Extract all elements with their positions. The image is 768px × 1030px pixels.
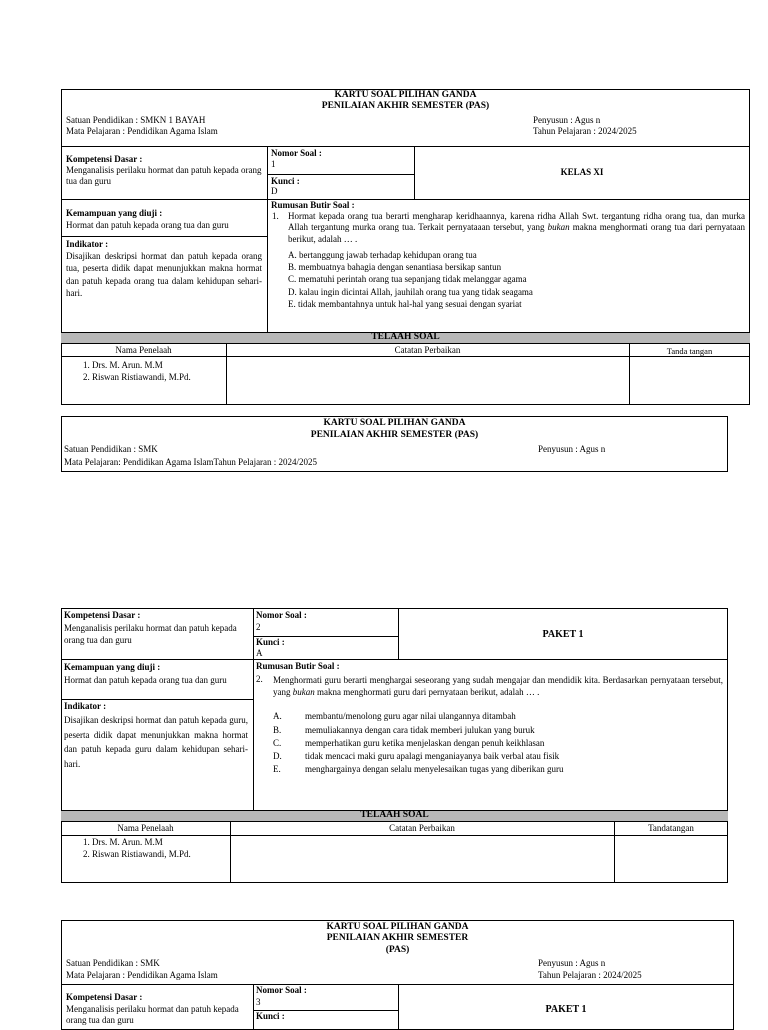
- option-b: B. membuatnya bahagia dengan senantiasa bersikap santun: [288, 262, 502, 272]
- class-label: KELAS XI: [560, 167, 604, 177]
- reviewer-header: Nama Penelaah: [115, 345, 172, 355]
- kd-text: Menganalisis perilaku hormat dan patuh kepada orang tua dan guru: [66, 1004, 239, 1025]
- kd-text: Menganalisis perilaku hormat dan patuh kepada orang tua dan guru: [64, 623, 237, 645]
- option-letter-d: D.: [273, 751, 282, 761]
- author-field: Penyusun : Agus n: [538, 444, 606, 454]
- reviewer-header: Nama Penelaah: [117, 823, 174, 833]
- school-field: Satuan Pendidikan : SMK: [64, 444, 158, 454]
- subject-field: Mata Pelajaran : Pendidikan Agama Islam: [66, 970, 218, 980]
- question-number: 2.: [256, 674, 263, 684]
- notes-header: Catatan Perbaikan: [389, 823, 455, 833]
- signature-header: Tanda tangan: [666, 346, 713, 356]
- option-text-c: memperhatikan guru ketika menjelaskan dengan penuh keikhlasan: [305, 738, 545, 748]
- question-emphasis: bukan: [292, 687, 315, 697]
- option-e: E. tidak membantahnya untuk hal-hal yang sesuai dengan syariat: [288, 299, 522, 309]
- author-field: Penyusun : Agus n: [533, 115, 601, 125]
- package-label: PAKET 1: [542, 629, 584, 640]
- kemampuan-text: Hormat dan patuh kepada orang tua dan guru: [64, 675, 227, 685]
- kemampuan-text: Hormat dan patuh kepada orang tua dan guru: [66, 220, 229, 230]
- telaah-title: TELAAH SOAL: [371, 332, 440, 342]
- subject-field: Mata Pelajaran : Pendidikan Agama Islam: [66, 126, 218, 136]
- telaah-title: TELAAH SOAL: [360, 810, 429, 820]
- option-letter-a: A.: [273, 711, 282, 721]
- option-text-b: memuliakannya dengan cara tidak memberi julukan yang buruk: [305, 725, 535, 735]
- nomor-value: 1: [271, 159, 276, 169]
- package-label: PAKET 1: [545, 1004, 587, 1015]
- question-text-part2: makna menghormati orang tua dari pernyataan berikut, adalah … .: [288, 222, 746, 244]
- reviewer-2: 2. Riswan Ristiawandi, M.Pd.: [83, 372, 191, 382]
- kemampuan-label: Kemampuan yang diuji :: [64, 662, 161, 672]
- card-subtitle: PENILAIAN AKHIR SEMESTER (PAS): [310, 430, 479, 440]
- question-text-part2: makna menghormati guru dari pernyataan berikut, adalah … .: [317, 687, 540, 697]
- rumusan-label: Rumusan Butir Soal :: [271, 200, 355, 210]
- indikator-label: Indikator :: [66, 239, 109, 249]
- kd-text: Menganalisis perilaku hormat dan patuh kepada orang tua dan guru: [66, 165, 262, 186]
- school-field: Satuan Pendidikan : SMK: [66, 958, 160, 968]
- question-number: 1.: [272, 211, 279, 221]
- indikator-text: Disajikan deskripsi hormat dan patuh kepada guru, peserta didik dapat menunjukkan makna hormat dan patuh kepada guru dalam kehidupan sehari-hari.: [64, 715, 248, 769]
- reviewer-1: 1. Drs. M. Arun. M.M: [83, 360, 163, 370]
- kemampuan-label: Kemampuan yang diuji :: [66, 208, 163, 218]
- card-subtitle: PENILAIAN AKHIR SEMESTER (PAS): [321, 101, 490, 111]
- nomor-value: 2: [256, 622, 261, 632]
- question-text: [288, 211, 745, 245]
- card-title: KARTU SOAL PILIHAN GANDA: [323, 418, 466, 428]
- year-field: Tahun Pelajaran : 2024/2025: [538, 970, 642, 980]
- option-letter-b: B.: [273, 725, 282, 735]
- nomor-label: Nomor Soal :: [271, 148, 322, 158]
- year-field: Tahun Pelajaran : 2024/2025: [533, 126, 637, 136]
- nomor-label: Nomor Soal :: [256, 610, 307, 620]
- kd-label: Kompetensi Dasar :: [66, 154, 143, 164]
- reviewer-2: 2. Riswan Ristiawandi, M.Pd.: [83, 849, 191, 859]
- kd-label: Kompetensi Dasar :: [66, 992, 143, 1002]
- school-field: Satuan Pendidikan : SMKN 1 BAYAH: [66, 115, 206, 125]
- kunci-value: A: [256, 648, 263, 658]
- notes-header: Catatan Perbaikan: [394, 345, 461, 355]
- option-a: A. bertanggung jawab terhadap kehidupan orang tua: [288, 250, 477, 260]
- option-d: D. kalau ingin dicintai Allah, jauhilah orang tua yang tidak seagama: [288, 287, 533, 297]
- question-text-part1: Hormat kepada orang tua berarti mengharap keridhaannya, karena ridha Allah Swt. tergantung ridha orang tua, dan murka Allah tergantung murka orang tua. Terkait pernyataaan tersebut, yang: [288, 211, 745, 233]
- nomor-label: Nomor Soal :: [256, 985, 307, 995]
- question-text: [273, 674, 723, 698]
- kd-label: Kompetensi Dasar :: [64, 610, 141, 620]
- card-title: KARTU SOAL PILIHAN GANDA: [334, 90, 477, 100]
- indikator-text: Disajikan deskripsi hormat dan patuh kepada orang tua, peserta didik dapat menunjukkan makna hormat dan patuh kepada orang tua dalam kehidupan sehari-hari.: [66, 251, 262, 299]
- question-text-part1: Menghormati guru berarti menghargai seseorang yang sudah mengajar dan mendidik kita. Berdasarkan pernyataan tersebut, yang: [273, 675, 723, 697]
- indikator-label: Indikator :: [64, 701, 107, 711]
- kunci-label: Kunci :: [271, 176, 300, 186]
- card-subtitle-abbr: (PAS): [385, 945, 410, 955]
- reviewer-1: 1. Drs. M. Arun. M.M: [83, 837, 163, 847]
- kunci-value: D: [271, 186, 278, 196]
- card-subtitle-line: PENILAIAN AKHIR SEMESTER: [326, 933, 469, 943]
- option-letter-c: C.: [273, 738, 282, 748]
- kunci-label: Kunci :: [256, 637, 285, 647]
- subject-field: Mata Pelajaran: Pendidikan Agama IslamTahun Pelajaran : 2024/2025: [64, 457, 318, 467]
- signature-header: Tandatangan: [648, 823, 694, 833]
- card-title: KARTU SOAL PILIHAN GANDA: [326, 922, 469, 932]
- option-text-d: tidak mencaci maki guru apalagi menganiayanya baik verbal atau fisik: [305, 751, 560, 761]
- author-field: Penyusun : Agus n: [538, 958, 606, 968]
- option-c: C. mematuhi perintah orang tua sepanjang tidak melanggar agama: [288, 274, 527, 284]
- option-letter-e: E.: [273, 764, 281, 774]
- nomor-value: 3: [256, 997, 261, 1007]
- rumusan-label: Rumusan Butir Soal :: [256, 661, 340, 671]
- option-text-a: membantu/menolong guru agar nilai ulangannya ditambah: [305, 711, 516, 721]
- question-emphasis: bukan: [547, 222, 570, 233]
- kunci-label: Kunci :: [256, 1011, 285, 1021]
- option-text-e: menghargainya dengan selalu menyelesaikan tugas yang diberikan guru: [305, 764, 564, 774]
